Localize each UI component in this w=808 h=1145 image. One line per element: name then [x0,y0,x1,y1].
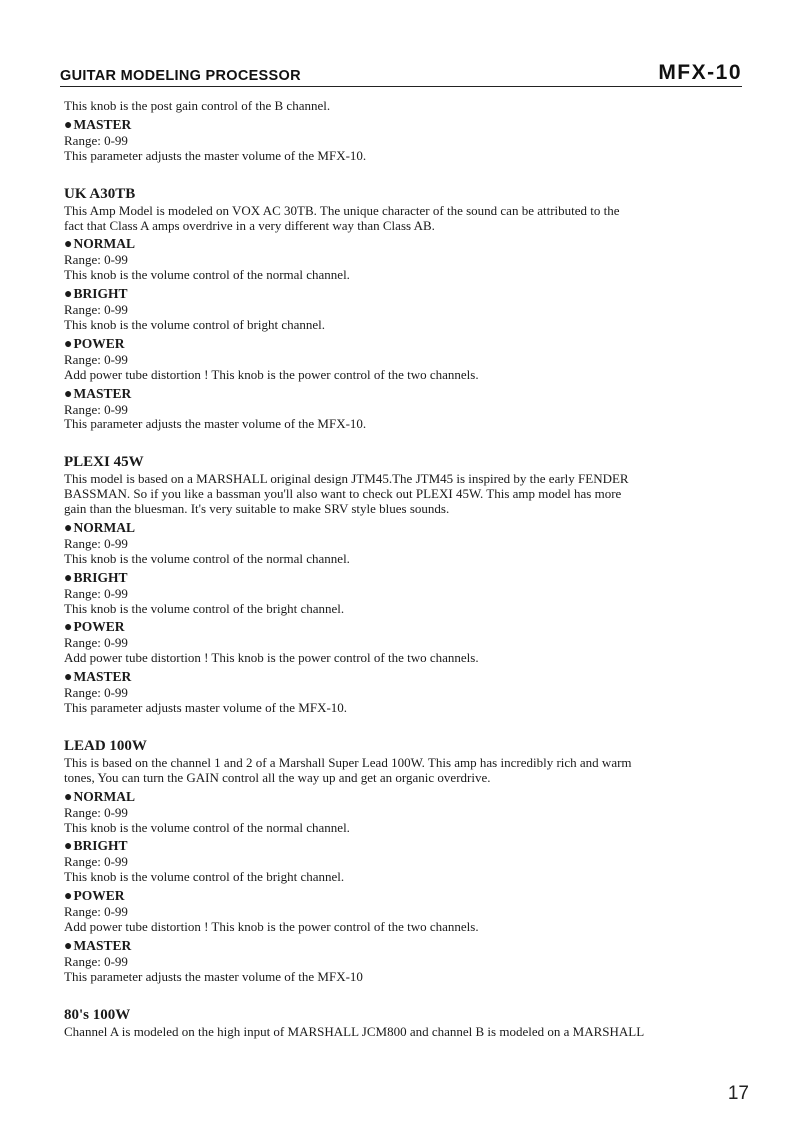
param-range: Range: 0-99 [64,685,128,701]
section-description: gain than the bluesman. It's very suitable to make SRV style blues sounds. [64,501,450,517]
section-description: BASSMAN. So if you like a bassman you'll also want to check out PLEXI 45W. This amp model has more [64,486,622,502]
param-description: This parameter adjusts the master volume of the MFX-10 [64,968,363,984]
bullet-icon: ● [64,117,73,133]
param-range: Range: 0-99 [64,401,128,417]
section-title: UK A30TB [64,185,136,202]
param-description: This knob is the volume control of the normal channel. [64,819,350,835]
bullet-icon: ● [64,287,73,303]
section-title: 80's 100W [64,1006,131,1023]
amp-section-80s-100w [64,1007,754,1040]
section-description: Channel A is modeled on the high input of MARSHALL JCM800 and channel B is modeled on a MARSHALL [64,1023,645,1039]
param-range: Range: 0-99 [64,535,128,551]
param-heading: ●BRIGHT [64,838,128,855]
param-heading: ●NORMAL [64,788,135,805]
param-description: This knob is the volume control of the normal channel. [64,550,350,566]
section-description: fact that Class A amps overdrive in a very different way than Class AB. [64,217,435,233]
param-description: This knob is the volume control of bright channel. [64,316,326,332]
section-description: This Amp Model is modeled on VOX AC 30TB. The unique character of the sound can be attributed to the [64,202,620,218]
param-description: Add power tube distortion ! This knob is the power control of the two channels. [64,366,479,382]
param-description: This knob is the volume control of the normal channel. [64,267,350,283]
manual-content [64,99,754,1040]
param-heading: ●NORMAL [64,236,135,253]
param-heading: ●MASTER [64,669,132,686]
section-description: This is based on the channel 1 and 2 of a Marshall Super Lead 100W. This amp has incredibly rich and warm [64,754,632,770]
product-logo: MFX-10 [658,61,742,84]
param-heading: ●MASTER [64,116,132,133]
bullet-icon: ● [64,938,73,954]
param-range: Range: 0-99 [64,252,128,268]
bullet-icon: ● [64,670,73,686]
param-description: This knob is the volume control of the bright channel. [64,869,345,885]
section-title: LEAD 100W [64,737,147,754]
param-description: This knob is the volume control of the bright channel. [64,600,345,616]
amp-section-plexi-45w [64,454,754,716]
param-description: This parameter adjusts master volume of the MFX-10. [64,700,348,715]
intro-text: This knob is the post gain control of the B channel. [64,98,331,113]
param-range: Range: 0-99 [64,351,128,367]
bullet-icon: ● [64,889,73,905]
param-heading: ●POWER [64,888,125,905]
param-range: Range: 0-99 [64,302,128,318]
bullet-icon: ● [64,570,73,586]
param-description: This parameter adjusts the master volume of the MFX-10. [64,147,367,163]
amp-section-lead-100w [64,738,754,985]
bullet-icon: ● [64,521,73,537]
bullet-icon: ● [64,386,73,402]
param-description: Add power tube distortion ! This knob is the power control of the two channels. [64,918,479,934]
bullet-icon: ● [64,789,73,805]
header-title: GUITAR MODELING PROCESSOR [60,68,301,84]
param-heading: ●BRIGHT [64,286,128,303]
param-heading: ●MASTER [64,937,132,954]
section-description: tones, You can turn the GAIN control all the way up and get an organic overdrive. [64,769,491,785]
param-range: Range: 0-99 [64,854,128,870]
param-heading: ●BRIGHT [64,569,128,586]
param-range: Range: 0-99 [64,904,128,920]
amp-section-uk-a30tb [64,186,754,433]
param-heading: ●POWER [64,335,125,352]
param-range: Range: 0-99 [64,804,128,820]
param-range: Range: 0-99 [64,585,128,601]
bullet-icon: ● [64,620,73,636]
section-description: This model is based on a MARSHALL original design JTM45.The JTM45 is inspired by the early FENDER [64,471,629,487]
bullet-icon: ● [64,839,73,855]
page-number: 17 [727,1083,749,1104]
param-range: Range: 0-99 [64,132,128,148]
bullet-icon: ● [64,237,73,253]
param-description: Add power tube distortion ! This knob is the power control of the two channels. [64,650,479,666]
param-heading: ●MASTER [64,385,132,402]
param-range: Range: 0-99 [64,953,128,969]
section-title: PLEXI 45W [64,454,144,471]
param-range: Range: 0-99 [64,635,128,651]
page-header [60,62,742,87]
param-description: This parameter adjusts the master volume of the MFX-10. [64,416,367,432]
param-heading: ●NORMAL [64,520,135,537]
param-heading: ●POWER [64,619,125,636]
bullet-icon: ● [64,336,73,352]
